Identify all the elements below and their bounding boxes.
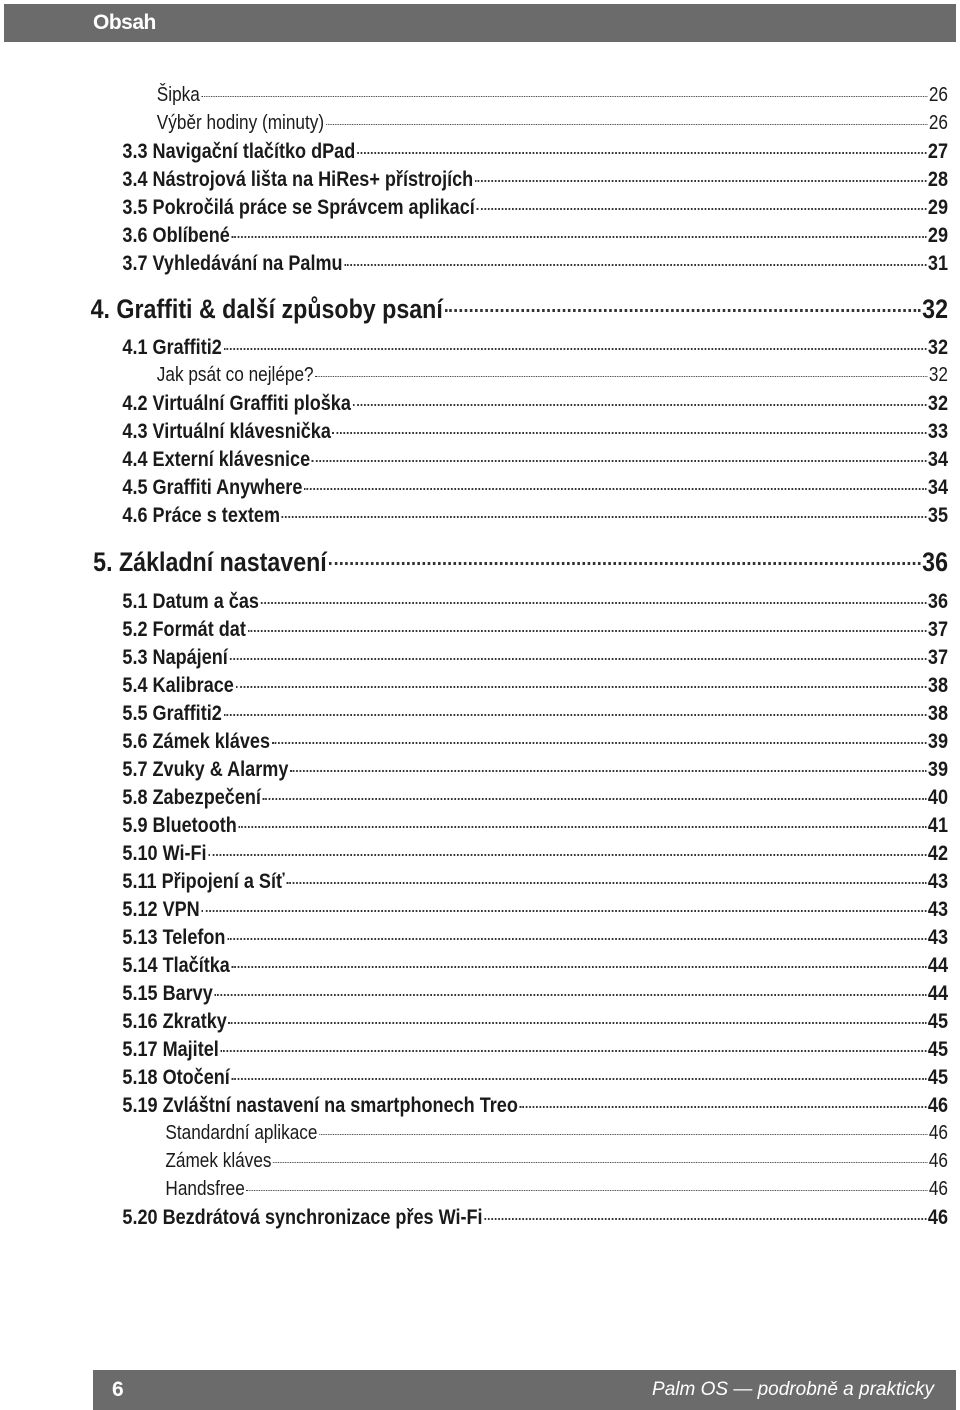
dot-leader	[290, 770, 926, 772]
toc-section	[122, 476, 948, 504]
dot-leader	[220, 1050, 926, 1052]
toc-chapter	[91, 294, 948, 330]
toc-entry-title: 5.15 Barvy	[122, 982, 213, 1005]
toc-entry-page: 39	[927, 758, 948, 781]
toc-entry-title: Zámek kláves	[165, 1150, 272, 1172]
toc-section	[122, 1010, 948, 1038]
toc-entry-title: 5.13 Telefon	[122, 926, 226, 949]
toc-section	[122, 646, 948, 674]
footer-page-number: 6	[112, 1378, 124, 1401]
dot-leader	[282, 516, 926, 518]
toc-entry-title: 5.10 Wi-Fi	[122, 842, 207, 865]
toc-entry-page: 35	[927, 504, 948, 527]
toc-entry-title: 5.1 Datum a čas	[122, 590, 259, 613]
toc-entry-page: 46	[927, 1094, 948, 1117]
toc-entry-page: 36	[927, 590, 948, 613]
toc-entry-page: 46	[927, 1206, 948, 1229]
toc-section	[122, 842, 948, 870]
toc-section	[122, 448, 948, 476]
dot-leader	[246, 1190, 927, 1191]
toc-entry-page: 29	[927, 224, 948, 247]
dot-leader	[236, 686, 927, 688]
toc-section	[122, 870, 948, 898]
dot-leader	[239, 826, 927, 828]
toc-entry-title: 4. Graffiti & další způsoby psaní	[90, 294, 443, 324]
toc-entry-page: 32	[927, 392, 948, 415]
page-header	[4, 4, 956, 42]
dot-leader	[326, 124, 927, 125]
toc-entry-page: 28	[927, 168, 948, 191]
dot-leader	[248, 630, 927, 632]
toc-section	[122, 730, 948, 758]
toc-chapter	[93, 547, 948, 583]
dot-leader	[227, 938, 926, 940]
toc-entry-title: Standardní aplikace	[165, 1122, 318, 1144]
toc-entry-page: 45	[927, 1066, 948, 1089]
toc-section	[122, 618, 948, 646]
toc-entry-page: 33	[927, 420, 948, 443]
toc-entry-page: 34	[927, 448, 948, 471]
toc-section	[122, 814, 948, 842]
toc-subsection	[157, 84, 948, 112]
toc-entry-title: 3.7 Vyhledávání na Palmu	[122, 252, 343, 275]
dot-leader	[475, 180, 926, 182]
dot-leader	[223, 714, 926, 716]
toc-entry-title: 4.2 Virtuální Graffiti ploška	[122, 392, 351, 415]
dot-leader	[261, 602, 927, 604]
toc-entry-title: 5.7 Zvuky & Alarmy	[122, 758, 289, 781]
toc-section	[122, 336, 948, 364]
toc-entry-title: 5.12 VPN	[122, 898, 200, 921]
toc-entry-title: 5.6 Zámek kláves	[122, 730, 271, 753]
toc-entry-page: 38	[927, 702, 948, 725]
toc-section	[122, 420, 948, 448]
dot-leader	[272, 742, 926, 744]
toc-entry-page: 46	[928, 1122, 948, 1144]
toc-section	[122, 1206, 948, 1234]
toc-section	[122, 504, 948, 532]
toc-entry-page: 45	[927, 1010, 948, 1033]
toc-subsection	[165, 1150, 948, 1178]
toc-section	[122, 926, 948, 954]
toc-entry-page: 44	[927, 954, 948, 977]
toc-entry-page: 42	[927, 842, 948, 865]
dot-leader	[230, 658, 927, 660]
dot-leader	[202, 96, 928, 97]
toc-entry-page: 26	[928, 112, 948, 134]
toc-entry-title: 3.3 Navigační tlačítko dPad	[122, 140, 356, 163]
dot-leader	[477, 208, 927, 210]
toc-section	[122, 590, 948, 618]
toc-section	[122, 954, 948, 982]
toc-entry-page: 34	[927, 476, 948, 499]
toc-entry-title: 5.8 Zabezpečení	[122, 786, 261, 809]
dot-leader	[333, 432, 927, 434]
toc-section	[122, 252, 948, 280]
toc-entry-page: 43	[927, 926, 948, 949]
toc-entry-page: 27	[927, 140, 948, 163]
toc-entry-title: 5.17 Majitel	[122, 1038, 219, 1061]
dot-leader	[319, 1134, 927, 1135]
toc-entry-page: 46	[928, 1150, 948, 1172]
toc-section	[122, 1066, 948, 1094]
dot-leader	[484, 1218, 926, 1220]
toc-entry-page: 32	[922, 294, 948, 324]
toc-entry-page: 40	[927, 786, 948, 809]
toc-section	[122, 786, 948, 814]
toc-subsection	[157, 112, 948, 140]
footer-book-title: Palm OS — podrobně a prakticky	[652, 1379, 934, 1400]
dot-leader	[232, 1078, 927, 1080]
toc-entry-title: Šipka	[156, 84, 200, 106]
dot-leader	[520, 1106, 927, 1108]
toc-section	[122, 140, 948, 168]
toc-entry-page: 45	[927, 1038, 948, 1061]
toc-entry-title: 5.9 Bluetooth	[122, 814, 237, 837]
toc-entry-page: 43	[927, 898, 948, 921]
toc-entry-title: 5.14 Tlačítka	[122, 954, 230, 977]
toc-entry-title: Handsfree	[165, 1178, 245, 1200]
dot-leader	[304, 488, 926, 490]
toc-entry-page: 46	[928, 1178, 948, 1200]
dot-leader	[445, 309, 921, 312]
dot-leader	[215, 994, 927, 996]
toc-subsection	[157, 364, 948, 392]
page-footer	[93, 1370, 956, 1410]
toc-entry-title: 4.5 Graffiti Anywhere	[122, 476, 303, 499]
toc-entry-page: 43	[927, 870, 948, 893]
toc-entry-page: 38	[927, 674, 948, 697]
toc-entry-page: 41	[927, 814, 948, 837]
toc-entry-title: 5.4 Kalibrace	[122, 674, 234, 697]
toc-section	[122, 674, 948, 702]
toc-section	[122, 702, 948, 730]
toc-entry-page: 36	[922, 547, 948, 577]
toc-entry-page: 32	[927, 336, 948, 359]
dot-leader	[357, 152, 926, 154]
dot-leader	[312, 460, 926, 462]
toc-entry-title: 3.6 Oblíbené	[122, 224, 230, 247]
dot-leader	[286, 882, 926, 884]
dot-leader	[232, 966, 927, 968]
toc-subsection	[165, 1178, 948, 1206]
toc-entry-title: 3.5 Pokročilá práce se Správcem aplikací	[122, 196, 475, 219]
dot-leader	[263, 798, 927, 800]
toc-entry-title: 5.3 Napájení	[122, 646, 228, 669]
toc-section	[122, 168, 948, 196]
toc-section	[122, 1094, 948, 1122]
toc-entry-page: 44	[927, 982, 948, 1005]
toc-section	[122, 392, 948, 420]
toc-entry-title: 5.19 Zvláštní nastavení na smartphonech Treo	[122, 1094, 518, 1117]
toc-entry-page: 31	[927, 252, 948, 275]
toc-section	[122, 196, 948, 224]
toc-entry-title: 5.5 Graffiti2	[122, 702, 222, 725]
dot-leader	[232, 236, 927, 238]
toc-entry-title: 5. Základní nastavení	[93, 547, 327, 577]
toc-entry-page: 37	[927, 646, 948, 669]
toc-section	[122, 982, 948, 1010]
toc-entry-page: 37	[927, 618, 948, 641]
toc-entry-page: 32	[928, 364, 948, 386]
toc-entry-title: 3.4 Nástrojová lišta na HiRes+ přístrojích	[122, 168, 474, 191]
toc-entry-page: 39	[927, 730, 948, 753]
toc-entry-title: 5.11 Připojení a Síť	[122, 870, 285, 893]
toc-entry-title: Výběr hodiny (minuty)	[156, 112, 325, 134]
dot-leader	[229, 1022, 927, 1024]
toc-entry-page: 26	[928, 84, 948, 106]
toc-entry-title: Jak psát co nejlépe?	[156, 364, 314, 386]
toc-section	[122, 224, 948, 252]
toc-entry-title: 5.18 Otočení	[122, 1066, 230, 1089]
toc-entry-title: 5.16 Zkratky	[122, 1010, 227, 1033]
toc-entry-title: 4.1 Graffiti2	[122, 336, 222, 359]
toc-entry-title: 4.4 Externí klávesnice	[122, 448, 311, 471]
toc-entry-title: 5.2 Formát dat	[122, 618, 246, 641]
dot-leader	[273, 1162, 927, 1163]
toc-entry-title: 5.20 Bezdrátová synchronizace přes Wi-Fi	[122, 1206, 483, 1229]
dot-leader	[353, 404, 927, 406]
toc-subsection	[165, 1122, 948, 1150]
toc-entry-title: 4.6 Práce s textem	[122, 504, 281, 527]
dot-leader	[208, 854, 926, 856]
header-title: Obsah	[93, 11, 156, 34]
dot-leader	[223, 348, 926, 350]
toc-section	[122, 898, 948, 926]
toc-section	[122, 1038, 948, 1066]
toc-entry-page: 29	[927, 196, 948, 219]
dot-leader	[328, 562, 920, 565]
toc-entry-title: 4.3 Virtuální klávesnička	[122, 420, 331, 443]
toc-section	[122, 758, 948, 786]
dot-leader	[315, 376, 927, 377]
dot-leader	[344, 264, 926, 266]
dot-leader	[201, 910, 926, 912]
